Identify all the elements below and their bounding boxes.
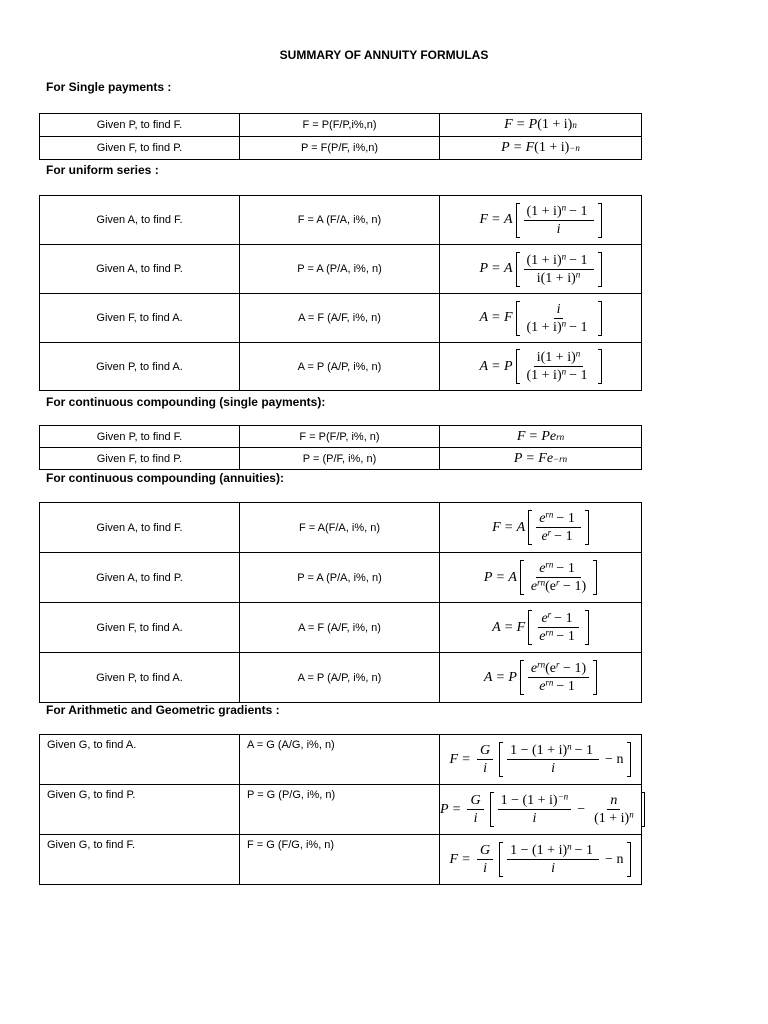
given-cell: Given F, to find A. <box>40 603 240 653</box>
formula-cell <box>440 735 642 785</box>
formula-cell <box>440 785 642 835</box>
heading-gradients: For Arithmetic and Geometric gradients : <box>46 703 280 717</box>
formula: F = A $\frac{e^{rn} - 1}{e^r - 1}$ <box>492 510 589 545</box>
formula-cell <box>440 835 642 885</box>
formula-cell <box>440 653 642 703</box>
table-row <box>40 603 642 653</box>
given-cell: Given F, to find A. <box>40 294 240 343</box>
notation-cell: A = P (A/P, i%, n) <box>240 343 440 391</box>
formula-cell <box>440 426 642 448</box>
given-cell: Given A, to find P. <box>40 553 240 603</box>
given-cell: Given P, to find F. <box>40 114 240 137</box>
formula-cell <box>440 114 642 137</box>
formula: P = F (1 + i) −n <box>501 140 580 155</box>
notation-cell: P = (P/F, i%, n) <box>240 448 440 470</box>
notation-cell: A = F (A/F, i%, n) <box>240 294 440 343</box>
table-gradients <box>39 734 642 885</box>
table-row <box>40 735 642 785</box>
formula-cell <box>440 343 642 391</box>
table-row <box>40 448 642 470</box>
formula-cell <box>440 553 642 603</box>
table-row <box>40 245 642 294</box>
formula: P = $\frac{G}{i}$ $\frac{1 - (1 + i)^{-n}}{i}$ − $\frac{n}{(1 + i)^n}$ <box>440 792 645 827</box>
table-row <box>40 653 642 703</box>
notation-cell: F = A(F/A, i%, n) <box>240 503 440 553</box>
table-row <box>40 835 642 885</box>
table-row <box>40 553 642 603</box>
given-cell: Given G, to find F. <box>40 835 240 885</box>
table-row <box>40 114 642 137</box>
given-cell: Given P, to find A. <box>40 653 240 703</box>
given-cell: Given G, to find P. <box>40 785 240 835</box>
table-uniform-series <box>39 195 642 391</box>
given-cell: Given P, to find A. <box>40 343 240 391</box>
formula-cell <box>440 448 642 470</box>
document-title: SUMMARY OF ANNUITY FORMULAS <box>279 48 489 62</box>
notation-cell: F = P(F/P, i%, n) <box>240 426 440 448</box>
formula-cell <box>440 294 642 343</box>
table-row <box>40 294 642 343</box>
given-cell: Given G, to find A. <box>40 735 240 785</box>
formula-cell <box>440 603 642 653</box>
heading-uniform-series: For uniform series : <box>46 163 159 177</box>
notation-cell: F = P(F/P,i%,n) <box>240 114 440 137</box>
notation-cell: F = A (F/A, i%, n) <box>240 196 440 245</box>
notation-cell: F = G (F/G, i%, n) <box>240 835 440 885</box>
formula-cell <box>440 137 642 160</box>
formula: A = F $\frac{i}{(1 + i)^n - 1}$ <box>479 301 601 336</box>
formula: A = F $\frac{e^r - 1}{e^{rn} - 1}$ <box>492 610 589 645</box>
formula-cell <box>440 503 642 553</box>
formula: F = P (1 + i) n <box>504 117 577 132</box>
notation-cell: P = F(P/F, i%,n) <box>240 137 440 160</box>
formula: F = $\frac{G}{i}$ $\frac{1 - (1 + i)^n - 1}{i}$ − n <box>450 742 632 777</box>
table-row <box>40 196 642 245</box>
notation-cell: P = A (P/A, i%, n) <box>240 245 440 294</box>
formula: F = A $\frac{(1 + i)^n - 1}{i}$ <box>479 203 601 238</box>
formula: F = P e rn <box>516 428 565 444</box>
given-cell: Given P, to find F. <box>40 426 240 448</box>
heading-single-payments: For Single payments : <box>46 80 172 94</box>
notation-cell: A = F (A/F, i%, n) <box>240 603 440 653</box>
formula: P = F e −rn <box>513 450 568 466</box>
table-row <box>40 426 642 448</box>
given-cell: Given F, to find P. <box>40 448 240 470</box>
notation-cell: P = G (P/G, i%, n) <box>240 785 440 835</box>
given-cell: Given A, to find P. <box>40 245 240 294</box>
notation-cell: A = G (A/G, i%, n) <box>240 735 440 785</box>
formula: A = P $\frac{e^{rn}(e^r - 1)}{e^{rn} - 1}$ <box>484 660 597 695</box>
heading-continuous-single: For continuous compounding (single payments): <box>46 395 326 409</box>
table-row <box>40 785 642 835</box>
table-row <box>40 343 642 391</box>
formula-cell <box>440 196 642 245</box>
given-cell: Given F, to find P. <box>40 137 240 160</box>
formula: F = $\frac{G}{i}$ $\frac{1 - (1 + i)^n - 1}{i}$ − n <box>450 842 632 877</box>
table-continuous-single <box>39 425 642 470</box>
formula: P = A $\frac{(1 + i)^n - 1}{i(1 + i)^n}$ <box>479 252 601 287</box>
notation-cell: P = A (P/A, i%, n) <box>240 553 440 603</box>
formula-cell <box>440 245 642 294</box>
formula: P = A $\frac{e^{rn} - 1}{e^{rn}(e^r - 1)}$ <box>484 560 597 595</box>
formula: A = P $\frac{i(1 + i)^n}{(1 + i)^n - 1}$ <box>479 349 601 384</box>
given-cell: Given A, to find F. <box>40 503 240 553</box>
notation-cell: A = P (A/P, i%, n) <box>240 653 440 703</box>
table-row <box>40 137 642 160</box>
heading-continuous-annuities: For continuous compounding (annuities): <box>46 471 284 485</box>
table-single-payments <box>39 113 642 160</box>
table-continuous-annuities <box>39 502 642 703</box>
given-cell: Given A, to find F. <box>40 196 240 245</box>
table-row <box>40 503 642 553</box>
